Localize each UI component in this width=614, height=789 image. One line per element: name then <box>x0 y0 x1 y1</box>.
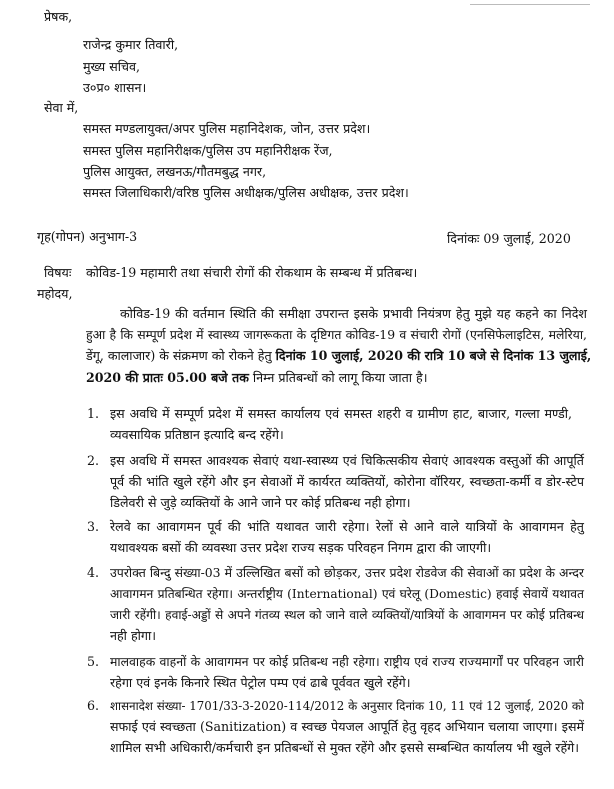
intro-highlight: दिनांक 10 जुलाई, 2020 की रात्रि 10 बजे से दिनांक 13 जुलाई, <box>275 348 592 363</box>
recipient-line: समस्त जिलाधिकारी/वरिष्ठ पुलिस अधीक्षक/पुलिस अधीक्षक, उत्तर प्रदेश। <box>83 185 409 200</box>
sender-name: राजेन्द्र कुमार तिवारी, <box>83 37 179 52</box>
item-line: उपरोक्त बिन्दु संख्या-03 में उल्लिखित बसों को छोड़कर, उत्तर प्रदेश रोडवेज की सेवाओं का प्रदेश के अन्दर <box>110 565 584 580</box>
intro-line: कोविड-19 की वर्तमान स्थिति की समीक्षा उपरान्त इसके प्रभावी नियंत्रण हेतु मुझे यह कहने का निदेश <box>120 306 587 321</box>
item-number: 4. <box>87 565 100 580</box>
item-line: आवागमन प्रतिबन्धित रहेगा। अन्तर्राष्ट्रीय (International) एवं घरेलू (Domestic) हवाई सेवायें यथावत <box>110 587 584 601</box>
item-line: व्यवसायिक प्रतिष्ठान इत्यादि बन्द रहेंगे। <box>110 427 284 442</box>
subject-label: विषयः <box>44 265 72 280</box>
item-line: मालवाहक वाहनों के आवागमन पर कोई प्रतिबन्ध नही रहेगा। राष्ट्रीय एवं राज्य राज्यमार्गों पर परिवहन जारी <box>110 654 584 669</box>
item-number: 5. <box>87 654 100 669</box>
intro-line <box>86 369 428 387</box>
sender-designation: मुख्य सचिव, <box>83 59 140 74</box>
recipient-line: पुलिस आयुक्त, लखनऊ/गौतमबुद्ध नगर, <box>83 164 267 179</box>
item-line: जारी रहेंगी। हवाई-अड्डों से अपने गंतव्य स्थल को जाने वाले व्यक्तियों/यात्रियों के आवागमन पर कोई प्रतिबन्ध <box>110 608 584 622</box>
item-line: रेलवे का आवागमन पूर्व की भांति यथावत जारी रहेगा। रेलों से आने वाले यात्रियों के आवागमन हेतु <box>110 519 584 534</box>
salutation: महोदय, <box>37 286 73 301</box>
subject-text: कोविड-19 महामारी तथा संचारी रोगों की रोकथाम के सम्बन्ध में प्रतिबन्ध। <box>86 265 418 280</box>
item-number: 1. <box>87 406 100 421</box>
intro-line <box>86 347 591 365</box>
item-line: इस अवधि में समस्त आवश्यक सेवाएं यथा-स्वास्थ्य एवं चिकित्सकीय सेवाएं आवश्यक वस्तुओं की आपूर्ति <box>110 453 584 468</box>
intro-highlight: 2020 की प्रातः 05.00 बजे तक <box>86 370 249 385</box>
item-line: शामिल सभी अधिकारी/कर्मचारी इन प्रतिबन्धों से मुक्त रहेंगे और इससे सम्बन्धित कार्यालय भी खुले रहेंगे। <box>110 740 580 755</box>
item-line: शासनादेश संख्या- 1701/33-3-2020-114/2012 के अनुसार दिनांक 10, 11 एवं 12 जुलाई, 2020 को <box>110 699 584 713</box>
item-line: डिलेवरी से जुड़े व्यक्तियों के आने जाने पर कोई प्रतिबन्ध नही होगा। <box>110 495 411 510</box>
item-line: रहेगा एवं इनके किनारे स्थित पेट्रोल पम्प एवं ढाबे पूर्ववत खुले रहेंगे। <box>110 675 411 690</box>
sender-office: उ०प्र० शासन। <box>83 80 147 95</box>
to-label: सेवा में, <box>44 100 79 115</box>
item-number: 3. <box>87 519 100 534</box>
intro-line: हुआ है कि सम्पूर्ण प्रदेश में स्वास्थ्य जागरूकता के दृष्टिगत कोविड-19 व संचारी रोगों (एनसिफेलाइटिस, मलेरिया, <box>86 327 587 342</box>
item-number: 2. <box>87 453 100 468</box>
recipient-line: समस्त पुलिस महानिरीक्षक/पुलिस उप महानिरीक्षक रेंज, <box>83 143 333 158</box>
intro-text: निम्न प्रतिबन्धों को लागू किया जाता है। <box>248 370 428 385</box>
item-line: सफाई एवं स्वच्छता (Sanitization) व स्वच्छ पेयजल आपूर्ति हेतु वृहद अभियान चलाया जाएगा। इसमें <box>110 719 584 734</box>
item-number: 6. <box>87 698 100 713</box>
from-label: प्रेषक, <box>44 9 73 24</box>
intro-text: डेंगू, कालाजार) के संक्रमण को रोकने हेतु <box>86 348 276 363</box>
top-edge-mark <box>470 0 590 5</box>
recipient-line: समस्त मण्डलायुक्त/अपर पुलिस महानिदेशक, जोन, उत्तर प्रदेश। <box>83 121 371 136</box>
item-line: इस अवधि में सम्पूर्ण प्रदेश में समस्त कार्यालय एवं समस्त शहरी व ग्रामीण हाट, बाजार, गल्ला मण्डी, <box>110 406 572 421</box>
letter-date: दिनांकः 09 जुलाई, 2020 <box>447 231 571 246</box>
section-reference: गृह(गोपन) अनुभाग-3 <box>37 229 138 244</box>
item-line: यथावश्यक बसों की व्यवस्था उत्तर प्रदेश राज्य सड़क परिवहन निगम द्वारा की जाएगी। <box>110 540 492 555</box>
item-line: पूर्व की भांति खुले रहेंगे और इन सेवाओं में कार्यरत व्यक्तियों, कोरोना वॉरियर, स्वच्छता-कर्मी व डोर-स्टेप <box>110 474 584 489</box>
item-line: नही होगा। <box>110 628 157 643</box>
